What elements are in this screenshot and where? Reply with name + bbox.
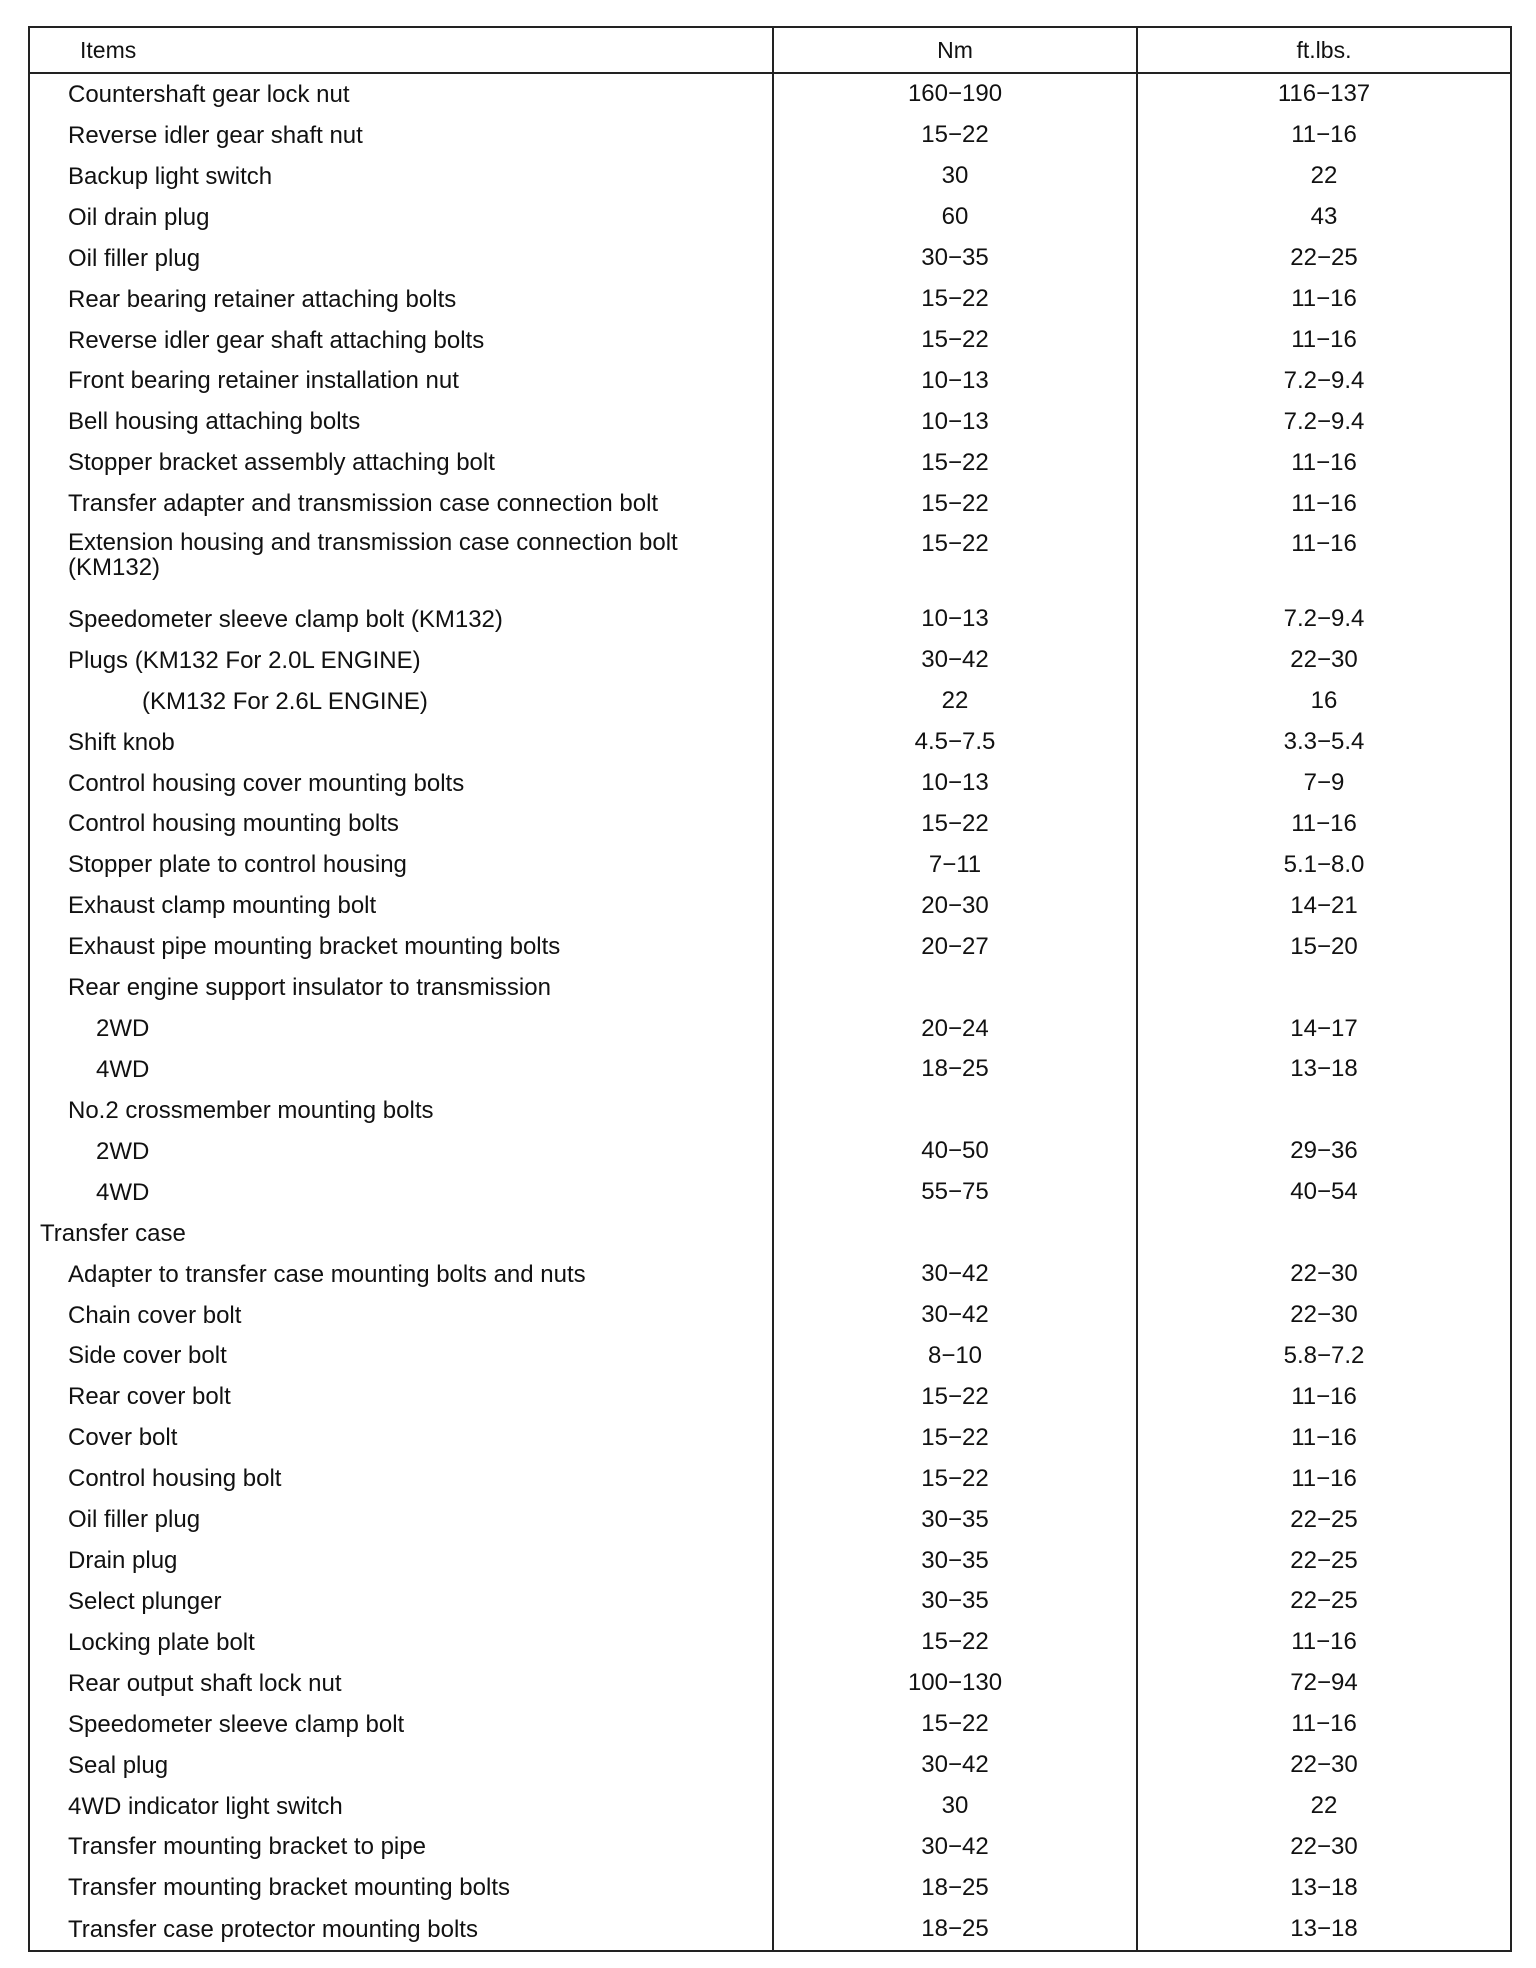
table-row (29, 401, 1511, 442)
table-row (29, 1417, 1511, 1458)
item-cell: Control housing bolt (68, 1465, 282, 1493)
ftlbs-value-cell: 22−30 (1137, 1254, 1511, 1295)
nm-value-cell: 30−35 (773, 1499, 1137, 1540)
nm-value-cell: 30−35 (773, 1581, 1137, 1622)
nm-value-cell (773, 1213, 1137, 1254)
item-cell: Backup light switch (68, 162, 273, 190)
nm-value-cell: 20−30 (773, 885, 1137, 926)
table-row (29, 1131, 1511, 1172)
nm-value-cell: 100−130 (773, 1663, 1137, 1704)
ftlbs-value-cell: 22−25 (1137, 1581, 1511, 1622)
item-cell: Extension housing and transmission case connection bolt (KM132) (68, 529, 678, 582)
table-row (29, 73, 1511, 115)
header-ftlbs: ft.lbs. (1137, 27, 1511, 73)
ftlbs-value-cell (1137, 1090, 1511, 1131)
item-cell: Drain plug (68, 1547, 178, 1575)
table-row (29, 115, 1511, 156)
table-row (29, 1867, 1511, 1908)
item-cell: Control housing mounting bolts (68, 810, 399, 838)
table-row (29, 1213, 1511, 1254)
table-row (29, 156, 1511, 197)
nm-value-cell: 30−42 (773, 1745, 1137, 1786)
table-row (29, 1704, 1511, 1745)
table-row (29, 1499, 1511, 1540)
nm-value-cell: 15−22 (773, 1376, 1137, 1417)
nm-value-cell: 10−13 (773, 599, 1137, 640)
ftlbs-value-cell: 16 (1137, 681, 1511, 722)
nm-value-cell: 18−25 (773, 1867, 1137, 1908)
ftlbs-value-cell: 22 (1137, 156, 1511, 197)
nm-value-cell: 30−42 (773, 1254, 1137, 1295)
table-row (29, 197, 1511, 238)
table-row (29, 1663, 1511, 1704)
item-cell: Front bearing retainer installation nut (68, 367, 459, 395)
nm-value-cell: 15−22 (773, 483, 1137, 524)
ftlbs-value-cell: 11−16 (1137, 442, 1511, 483)
ftlbs-value-cell: 43 (1137, 197, 1511, 238)
ftlbs-value-cell: 14−21 (1137, 885, 1511, 926)
table-row (29, 844, 1511, 885)
item-cell: Countershaft gear lock nut (68, 80, 350, 108)
nm-value-cell: 55−75 (773, 1172, 1137, 1213)
nm-value-cell: 10−13 (773, 360, 1137, 401)
item-cell: Stopper bracket assembly attaching bolt (68, 449, 495, 477)
header-items: Items (29, 27, 773, 73)
item-cell: 4WD indicator light switch (68, 1792, 343, 1820)
table-row (29, 238, 1511, 279)
table-row (29, 1090, 1511, 1131)
nm-value-cell: 30 (773, 156, 1137, 197)
table-row (29, 1049, 1511, 1090)
table-row (29, 1008, 1511, 1049)
item-cell: Transfer case (40, 1219, 186, 1247)
table-row (29, 599, 1511, 640)
ftlbs-value-cell: 7.2−9.4 (1137, 360, 1511, 401)
table-row (29, 926, 1511, 967)
item-cell: Control housing cover mounting bolts (68, 769, 465, 797)
table-row (29, 1376, 1511, 1417)
item-cell: Plugs (KM132 For 2.0L ENGINE) (68, 646, 421, 674)
table-row (29, 1540, 1511, 1581)
item-cell: Cover bolt (68, 1424, 178, 1452)
ftlbs-value-cell: 11−16 (1137, 1704, 1511, 1745)
table-row (29, 279, 1511, 320)
ftlbs-value-cell: 22−30 (1137, 1745, 1511, 1786)
item-cell: Seal plug (68, 1751, 169, 1779)
item-cell: Bell housing attaching bolts (68, 408, 361, 436)
nm-value-cell: 30−35 (773, 1540, 1137, 1581)
item-cell: Oil drain plug (68, 203, 210, 231)
ftlbs-value-cell: 11−16 (1137, 320, 1511, 361)
ftlbs-value-cell: 13−18 (1137, 1049, 1511, 1090)
table-row (29, 803, 1511, 844)
nm-value-cell: 15−22 (773, 803, 1137, 844)
ftlbs-value-cell: 22−30 (1137, 1827, 1511, 1868)
ftlbs-value-cell: 116−137 (1137, 73, 1511, 115)
item-cell: 2WD (96, 1137, 150, 1165)
nm-value-cell: 15−22 (773, 1417, 1137, 1458)
nm-value-cell (773, 967, 1137, 1008)
item-cell: Exhaust pipe mounting bracket mounting bolts (68, 933, 561, 961)
nm-value-cell: 15−22 (773, 279, 1137, 320)
table-body (29, 73, 1511, 1951)
ftlbs-value-cell: 22−25 (1137, 1499, 1511, 1540)
ftlbs-value-cell: 11−16 (1137, 524, 1511, 599)
ftlbs-value-cell: 22−25 (1137, 238, 1511, 279)
ftlbs-value-cell: 13−18 (1137, 1867, 1511, 1908)
ftlbs-value-cell: 11−16 (1137, 1417, 1511, 1458)
table-row (29, 1254, 1511, 1295)
header-row (29, 27, 1511, 73)
table-row (29, 442, 1511, 483)
table-row (29, 483, 1511, 524)
nm-value-cell: 30−42 (773, 640, 1137, 681)
item-cell: Rear engine support insulator to transmission (68, 974, 551, 1002)
item-cell: (KM132 For 2.6L ENGINE) (142, 687, 428, 715)
ftlbs-value-cell (1137, 1213, 1511, 1254)
ftlbs-value-cell: 11−16 (1137, 1376, 1511, 1417)
nm-value-cell: 15−22 (773, 320, 1137, 361)
nm-value-cell: 10−13 (773, 763, 1137, 804)
ftlbs-value-cell: 13−18 (1137, 1908, 1511, 1951)
table-row (29, 1295, 1511, 1336)
item-cell: Transfer adapter and transmission case connection bolt (68, 490, 659, 518)
header-nm: Nm (773, 27, 1137, 73)
item-cell: Rear cover bolt (68, 1383, 231, 1411)
item-cell: Transfer mounting bracket mounting bolts (68, 1874, 510, 1902)
item-cell: No.2 crossmember mounting bolts (68, 1096, 434, 1124)
ftlbs-value-cell: 3.3−5.4 (1137, 722, 1511, 763)
ftlbs-value-cell: 7−9 (1137, 763, 1511, 804)
table-row (29, 967, 1511, 1008)
nm-value-cell: 20−27 (773, 926, 1137, 967)
nm-value-cell: 4.5−7.5 (773, 722, 1137, 763)
nm-value-cell: 15−22 (773, 1458, 1137, 1499)
item-cell: Reverse idler gear shaft nut (68, 121, 363, 149)
table-row (29, 885, 1511, 926)
item-cell: 4WD (96, 1055, 150, 1083)
ftlbs-value-cell: 7.2−9.4 (1137, 401, 1511, 442)
table-row (29, 1335, 1511, 1376)
nm-value-cell: 10−13 (773, 401, 1137, 442)
item-cell: Oil filler plug (68, 1506, 201, 1534)
ftlbs-value-cell: 72−94 (1137, 1663, 1511, 1704)
item-cell: Adapter to transfer case mounting bolts and nuts (68, 1260, 586, 1288)
table-row (29, 640, 1511, 681)
nm-value-cell: 20−24 (773, 1008, 1137, 1049)
ftlbs-value-cell: 11−16 (1137, 279, 1511, 320)
nm-value-cell: 60 (773, 197, 1137, 238)
item-cell: Shift knob (68, 728, 175, 756)
table-row (29, 1745, 1511, 1786)
table-row (29, 524, 1511, 599)
ftlbs-value-cell (1137, 967, 1511, 1008)
item-cell: Stopper plate to control housing (68, 851, 407, 879)
nm-value-cell: 15−22 (773, 115, 1137, 156)
item-cell: Speedometer sleeve clamp bolt (68, 1710, 405, 1738)
table-row (29, 763, 1511, 804)
item-cell: Rear bearing retainer attaching bolts (68, 285, 457, 313)
ftlbs-value-cell: 29−36 (1137, 1131, 1511, 1172)
ftlbs-value-cell: 14−17 (1137, 1008, 1511, 1049)
nm-value-cell: 22 (773, 681, 1137, 722)
ftlbs-value-cell: 5.8−7.2 (1137, 1335, 1511, 1376)
nm-value-cell: 15−22 (773, 1622, 1137, 1663)
ftlbs-value-cell: 22−30 (1137, 640, 1511, 681)
nm-value-cell: 30 (773, 1786, 1137, 1827)
nm-value-cell: 18−25 (773, 1049, 1137, 1090)
table-row (29, 1908, 1511, 1951)
nm-value-cell: 8−10 (773, 1335, 1137, 1376)
nm-value-cell: 30−42 (773, 1295, 1137, 1336)
table-row (29, 320, 1511, 361)
nm-value-cell: 30−42 (773, 1827, 1137, 1868)
item-cell: Oil filler plug (68, 244, 201, 272)
nm-value-cell: 18−25 (773, 1908, 1137, 1951)
item-cell: Speedometer sleeve clamp bolt (KM132) (68, 605, 503, 633)
item-cell: Select plunger (68, 1587, 222, 1615)
ftlbs-value-cell: 11−16 (1137, 115, 1511, 156)
item-cell: 4WD (96, 1178, 150, 1206)
nm-value-cell (773, 1090, 1137, 1131)
ftlbs-value-cell: 11−16 (1137, 1458, 1511, 1499)
item-cell: Rear output shaft lock nut (68, 1669, 342, 1697)
table-row (29, 1622, 1511, 1663)
nm-value-cell: 15−22 (773, 1704, 1137, 1745)
table-row (29, 1827, 1511, 1868)
item-cell: Transfer mounting bracket to pipe (68, 1833, 426, 1861)
ftlbs-value-cell: 22−25 (1137, 1540, 1511, 1581)
ftlbs-value-cell: 5.1−8.0 (1137, 844, 1511, 885)
item-cell: Locking plate bolt (68, 1628, 255, 1656)
table-row (29, 1786, 1511, 1827)
ftlbs-value-cell: 40−54 (1137, 1172, 1511, 1213)
nm-value-cell: 30−35 (773, 238, 1137, 279)
nm-value-cell: 160−190 (773, 73, 1137, 115)
ftlbs-value-cell: 7.2−9.4 (1137, 599, 1511, 640)
item-cell: Chain cover bolt (68, 1301, 242, 1329)
table-row (29, 722, 1511, 763)
item-cell: Reverse idler gear shaft attaching bolts (68, 326, 485, 354)
nm-value-cell: 7−11 (773, 844, 1137, 885)
ftlbs-value-cell: 11−16 (1137, 1622, 1511, 1663)
ftlbs-value-cell: 11−16 (1137, 483, 1511, 524)
item-cell: Exhaust clamp mounting bolt (68, 892, 377, 920)
table-row (29, 1172, 1511, 1213)
ftlbs-value-cell: 22−30 (1137, 1295, 1511, 1336)
ftlbs-value-cell: 22 (1137, 1786, 1511, 1827)
nm-value-cell: 15−22 (773, 442, 1137, 483)
table-row (29, 1458, 1511, 1499)
item-cell: Transfer case protector mounting bolts (68, 1915, 478, 1943)
ftlbs-value-cell: 15−20 (1137, 926, 1511, 967)
table-row (29, 360, 1511, 401)
item-cell: 2WD (96, 1015, 150, 1043)
table-row (29, 1581, 1511, 1622)
table-row (29, 681, 1511, 722)
nm-value-cell: 15−22 (773, 524, 1137, 599)
torque-spec-table (28, 26, 1512, 1952)
item-cell: Side cover bolt (68, 1342, 227, 1370)
nm-value-cell: 40−50 (773, 1131, 1137, 1172)
ftlbs-value-cell: 11−16 (1137, 803, 1511, 844)
